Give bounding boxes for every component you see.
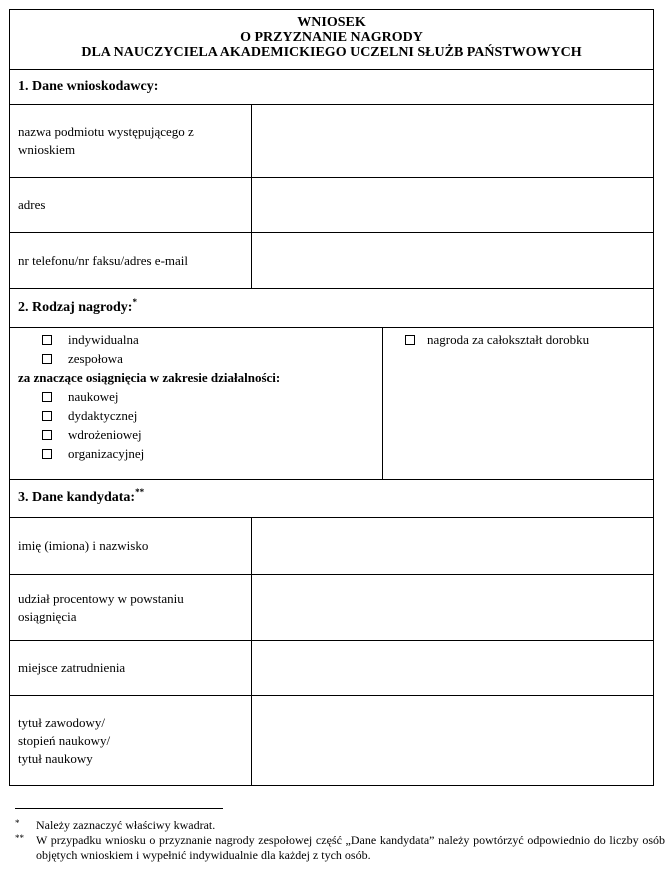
option-team[interactable] [18, 349, 382, 368]
checkbox-icon[interactable] [42, 335, 52, 345]
candidate-title-label [10, 696, 252, 785]
footnote-2-mark: ** [15, 833, 24, 843]
option-scientific-label: naukowej [68, 389, 119, 404]
option-lifetime-achievement[interactable] [405, 330, 653, 349]
applicant-contact-field[interactable] [252, 233, 653, 288]
candidate-title-line-1: tytuł zawodowy/ [18, 714, 106, 730]
candidate-name-field[interactable] [252, 518, 653, 574]
option-scientific[interactable] [18, 387, 382, 406]
section-2-heading-text: 2. Rodzaj nagrody: [18, 300, 133, 315]
achievements-subheading: za znaczące osiągnięcia w zakresie działalności: [18, 370, 281, 385]
checkbox-icon[interactable] [42, 392, 52, 402]
applicant-name-row [10, 105, 653, 178]
form-title [10, 10, 653, 70]
candidate-share-field[interactable] [252, 575, 653, 640]
footnote-1-text: Należy zaznaczyć właściwy kwadrat. [36, 818, 216, 832]
candidate-name-label: imię (imiona) i nazwisko [10, 518, 252, 574]
applicant-contact-label: nr telefonu/nr faksu/adres e-mail [10, 233, 252, 288]
section-applicant-heading [10, 70, 653, 105]
footnote-ref-1: * [132, 297, 137, 307]
footnote-divider [15, 808, 223, 809]
applicant-address-field[interactable] [252, 178, 653, 232]
checkbox-icon[interactable] [42, 411, 52, 421]
footnotes [15, 808, 665, 863]
candidate-title-field[interactable] [252, 696, 653, 785]
candidate-share-row [10, 575, 653, 641]
applicant-name-label: nazwa podmiotu występującego z wnioskiem [10, 105, 252, 177]
option-individual[interactable] [18, 330, 382, 349]
award-type-options [10, 328, 653, 480]
applicant-name-field[interactable] [252, 105, 653, 177]
applicant-address-label: adres [10, 178, 252, 232]
checkbox-icon[interactable] [405, 335, 415, 345]
candidate-name-row [10, 518, 653, 575]
candidate-title-line-3: tytuł naukowy [18, 750, 93, 766]
title-line-3: DLA NAUCZYCIELA AKADEMICKIEGO UCZELNI SŁUŻB PAŃSTWOWYCH [81, 45, 582, 60]
candidate-employment-row [10, 641, 653, 696]
applicant-contact-row [10, 233, 653, 289]
checkbox-icon[interactable] [42, 430, 52, 440]
candidate-employment-label: miejsce zatrudnienia [10, 641, 252, 695]
option-lifetime-achievement-label: nagroda za całokształt dorobku [427, 332, 590, 347]
footnote-2 [15, 833, 665, 863]
section-candidate-heading [10, 480, 653, 518]
title-line-2: O PRZYZNANIE NAGRODY [240, 30, 423, 45]
option-implementation[interactable] [18, 425, 382, 444]
option-organizational-label: organizacyjnej [68, 446, 145, 461]
award-type-left [10, 328, 383, 479]
candidate-employment-field[interactable] [252, 641, 653, 695]
footnote-ref-2: ** [135, 487, 145, 497]
applicant-address-row [10, 178, 653, 233]
footnote-1 [15, 818, 665, 833]
section-3-heading-text: 3. Dane kandydata: [18, 490, 136, 505]
section-1-heading-text: 1. Dane wnioskodawcy: [18, 79, 159, 94]
checkbox-icon[interactable] [42, 354, 52, 364]
option-implementation-label: wdrożeniowej [68, 427, 142, 442]
option-didactic-label: dydaktycznej [68, 408, 138, 423]
application-form [9, 9, 654, 786]
title-line-1: WNIOSEK [297, 15, 366, 30]
footnote-1-mark: * [15, 818, 20, 828]
option-didactic[interactable] [18, 406, 382, 425]
award-type-right [383, 328, 653, 479]
checkbox-icon[interactable] [42, 449, 52, 459]
candidate-share-label: udział procentowy w powstaniu osiągnięcia [10, 575, 252, 640]
option-organizational[interactable] [18, 444, 382, 463]
footnote-2-text: W przypadku wniosku o przyznanie nagrody zespołowej część „Dane kandydata” należy powtórzyć odpowiednio do liczby osób objętych wnioskiem i wypełnić indywidualnie dla każdej z tych osób. [36, 833, 665, 862]
option-team-label: zespołowa [68, 351, 123, 366]
candidate-title-row [10, 696, 653, 785]
option-individual-label: indywidualna [68, 332, 139, 347]
section-award-type-heading [10, 289, 653, 328]
candidate-title-line-2: stopień naukowy/ [18, 732, 111, 748]
